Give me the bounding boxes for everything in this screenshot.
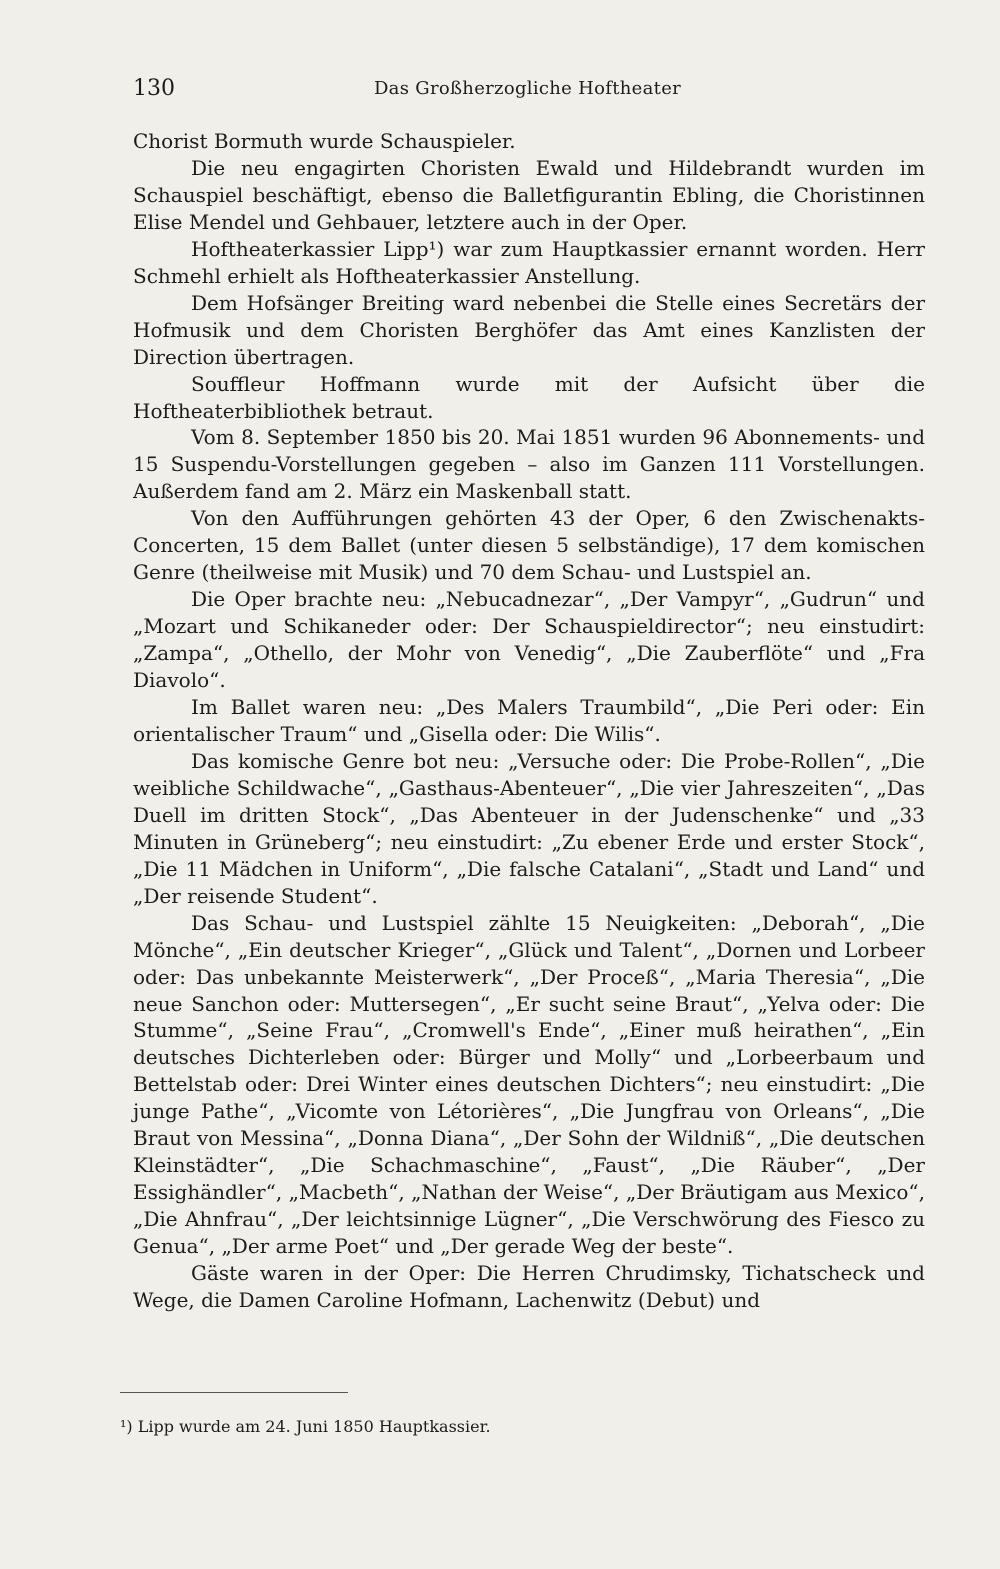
paragraph: Hoftheaterkassier Lipp¹) war zum Hauptkassier ernannt worden. Herr Schmehl erhielt als Hoftheaterkassier Anstellung.	[133, 236, 925, 288]
paragraph: Gäste waren in der Oper: Die Herren Chrudimsky, Tichatscheck und Wege, die Damen Caroline Hofmann, Lachenwitz (Debut) und	[133, 1261, 925, 1312]
paragraph: Dem Hofsänger Breiting ward nebenbei die Stelle eines Secretärs der Hofmusik und dem Choristen Berghöfer das Amt eines Kanzlisten der Direction übertragen.	[133, 290, 925, 369]
footnote: ¹) Lipp wurde am 24. Juni 1850 Hauptkassier.	[120, 1417, 491, 1436]
paragraph: Das Schau- und Lustspiel zählte 15 Neuigkeiten: „Deborah“, „Die Mönche“, „Ein deutscher Krieger“, „Glück und Talent“, „Dornen und Lorbeer oder: Das unbekannte Meisterwerk“, „Der Proceß“, „Maria Theresia“, „Die neue Sanchon oder: Muttersegen“, „Er sucht seine Braut“, „Yelva oder: Die Stumme“, „Seine Frau“, „Cromwell's Ende“, „Einer muß heirathen“, „Ein deutsches Dichterleben oder: Bürger und Molly“ und „Lorbeerbaum und Bettelstab oder: Drei Winter eines deutschen Dichters“; neu einstudirt: „Die junge Pathe“, „Vicomte von Létorières“, „Die Jungfrau von Orleans“, „Die Braut von Messina“, „Donna Diana“, „Der Sohn der Wildniß“, „Die deutschen Kleinstädter“, „Die Schachmaschine“, „Faust“, „Die Räuber“, „Der Essighändler“, „Macbeth“, „Nathan der Weise“, „Der Bräutigam aus Mexico“, „Die Ahnfrau“, „Der leichtsinnige Lügner“, „Die Verschwörung des Fiesco zu Genua“, „Der arme Poet“ und „Der gerade Weg der beste“.	[133, 910, 925, 1259]
paragraph: Das komische Genre bot neu: „Versuche oder: Die Probe-Rollen“, „Die weibliche Schildwache“, „Gasthaus-Abenteuer“, „Die vier Jahreszeiten“, „Das Duell im dritten Stock“, „Das Abenteuer in der Judenschenke“ und „33 Minuten in Grüneberg“; neu einstudirt: „Zu ebener Erde und erster Stock“, „Die 11 Mädchen in Uniform“, „Die falsche Catalani“, „Stadt und Land“ und „Der reisende Student“.	[133, 748, 925, 908]
paragraph: Chorist Bormuth wurde Schauspieler.	[133, 129, 516, 153]
body-text	[133, 128, 925, 1314]
paragraph: Die neu engagirten Choristen Ewald und Hildebrandt wurden im Schauspiel beschäftigt, ebenso die Balletfigurantin Ebling, die Choristinnen Elise Mendel und Gehbauer, letztere auch in der Oper.	[133, 155, 925, 234]
page-header	[133, 76, 922, 108]
page-number: 130	[133, 76, 175, 101]
paragraph: Von den Aufführungen gehörten 43 der Oper, 6 den Zwischenakts-Concerten, 15 dem Ballet (unter diesen 5 selbständige), 17 dem komischen Genre (theilweise mit Musik) und 70 dem Schau- und Lustspiel an.	[133, 506, 925, 585]
running-title: Das Großherzogliche Hoftheater	[373, 78, 682, 99]
paragraph: Im Ballet waren neu: „Des Malers Traumbild“, „Die Peri oder: Ein orientalischer Traum“ und „Gisella oder: Die Wilis“.	[133, 695, 925, 746]
footnote-divider	[120, 1392, 348, 1393]
paragraph: Vom 8. September 1850 bis 20. Mai 1851 wurden 96 Abonnements- und 15 Suspendu-Vorstellungen gegeben – also im Ganzen 111 Vorstellungen. Außerdem fand am 2. März ein Maskenball statt.	[133, 425, 925, 504]
paragraph: Die Oper brachte neu: „Nebucadnezar“, „Der Vampyr“, „Gudrun“ und „Mozart und Schikaneder oder: Der Schauspieldirector“; neu einstudirt: „Zampa“, „Othello, der Mohr von Venedig“, „Die Zauberflöte“ und „Fra Diavolo“.	[133, 587, 925, 693]
paragraph: Souffleur Hoffmann wurde mit der Aufsicht über die Hoftheaterbibliothek betraut.	[133, 371, 925, 423]
